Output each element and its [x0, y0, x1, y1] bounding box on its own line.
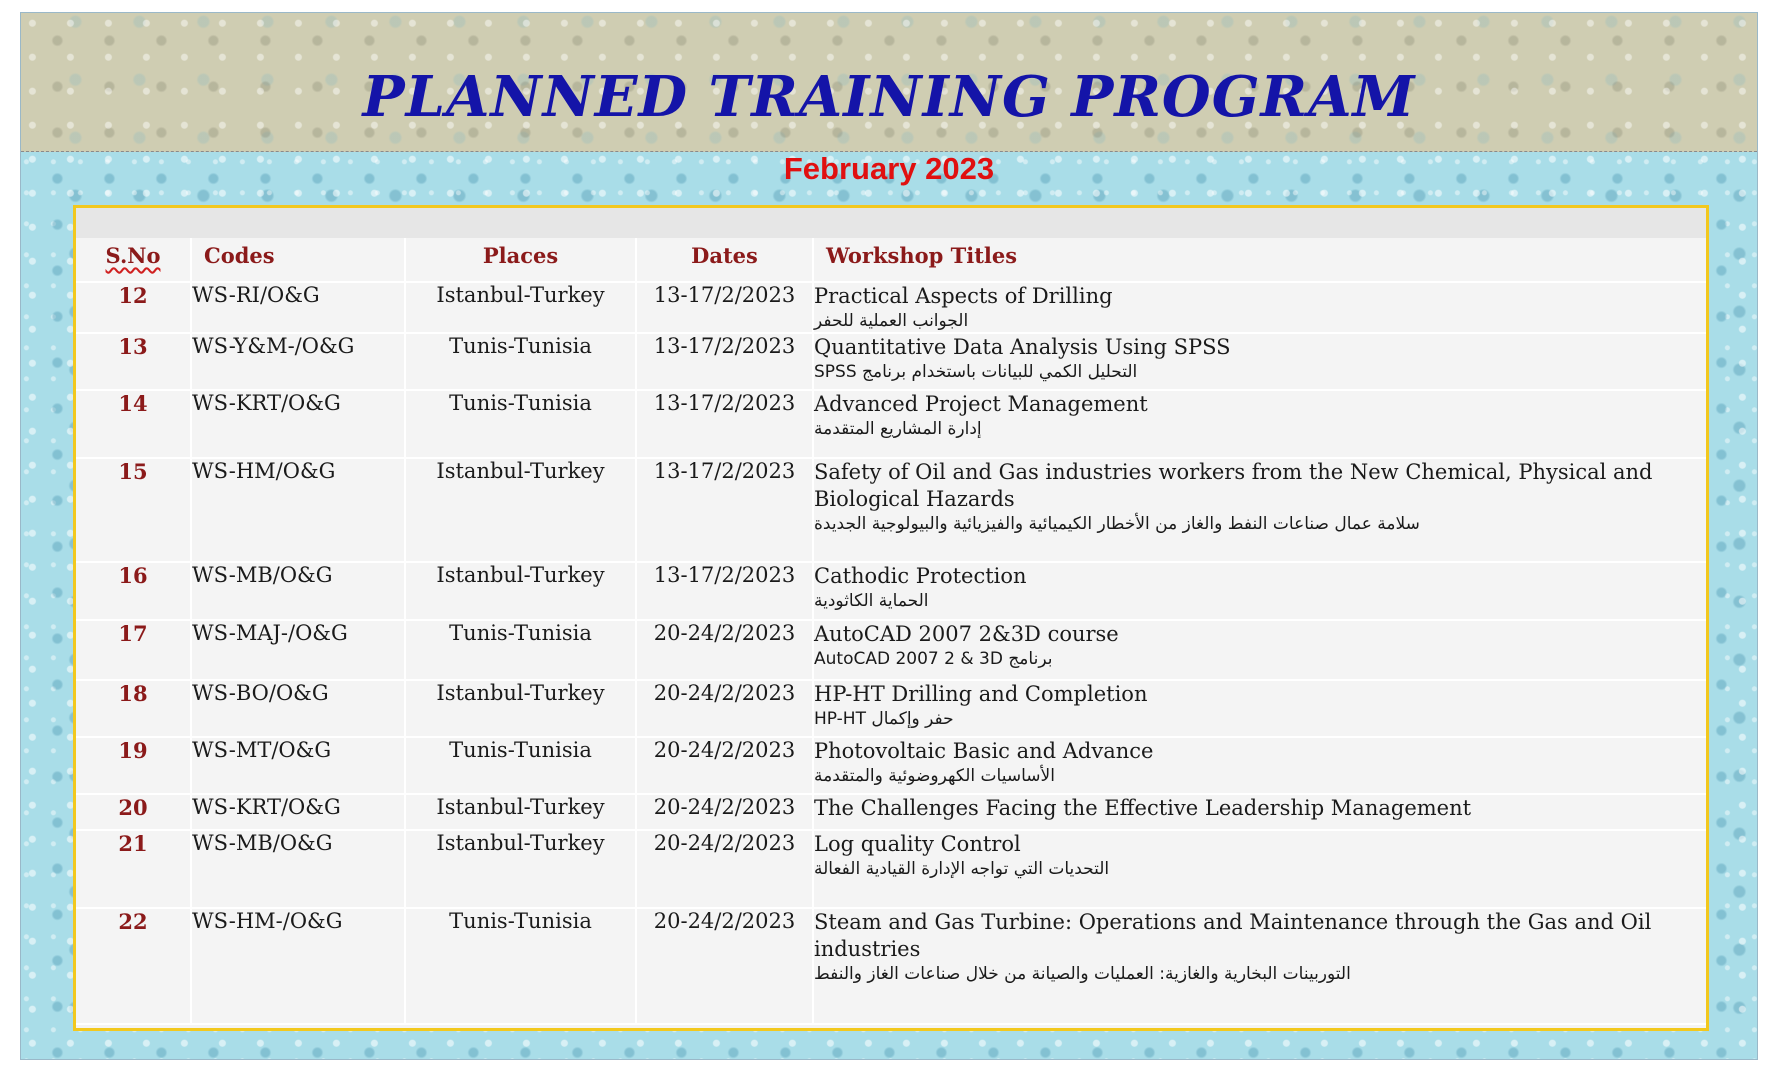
row-title: [813, 830, 1706, 908]
row-date: 20-24/2/2023: [636, 680, 813, 737]
row-date: 20-24/2/2023: [636, 794, 813, 830]
row-title-arabic: التحديات التي تواجه الإدارة القيادية الفعالة: [814, 859, 1110, 879]
table-row: [76, 830, 1706, 908]
column-header-codes: Codes: [191, 238, 405, 282]
row-code: WS-Y&M-/O&G: [191, 333, 405, 390]
row-code: WS-MT/O&G: [191, 737, 405, 794]
schedule-table: [76, 238, 1706, 1025]
row-title-english: Quantitative Data Analysis Using SPSS: [814, 335, 1231, 359]
row-place: Istanbul-Turkey: [405, 282, 636, 333]
table-row: [76, 562, 1706, 620]
table-header-row: [76, 238, 1706, 282]
table-row: [76, 737, 1706, 794]
row-title: [813, 794, 1706, 830]
row-title-english: Photovoltaic Basic and Advance: [814, 739, 1154, 763]
header-band: [21, 13, 1757, 152]
month-title: February 2023: [783, 151, 995, 186]
row-place: Istanbul-Turkey: [405, 562, 636, 620]
row-sno: 13: [76, 333, 191, 390]
row-date: 13-17/2/2023: [636, 390, 813, 458]
row-place: Istanbul-Turkey: [405, 830, 636, 908]
row-sno: 17: [76, 620, 191, 680]
row-title-english: Log quality Control: [814, 832, 1021, 856]
row-title: [813, 458, 1706, 562]
row-title: [813, 562, 1706, 620]
row-title-english: HP-HT Drilling and Completion: [814, 682, 1148, 706]
row-title-english: Practical Aspects of Drilling: [814, 284, 1113, 308]
row-code: WS-KRT/O&G: [191, 794, 405, 830]
row-code: WS-KRT/O&G: [191, 390, 405, 458]
row-sno: 21: [76, 830, 191, 908]
row-title: [813, 333, 1706, 390]
row-title-english: AutoCAD 2007 2&3D course: [814, 622, 1119, 646]
row-code: WS-MAJ-/O&G: [191, 620, 405, 680]
row-title-arabic: إدارة المشاريع المتقدمة: [814, 419, 982, 439]
row-sno: 14: [76, 390, 191, 458]
row-title-arabic: الحماية الكاثودية: [814, 591, 929, 611]
column-header-workshop-titles: Workshop Titles: [813, 238, 1706, 282]
row-code: WS-HM/O&G: [191, 458, 405, 562]
row-title-arabic: الجوانب العملية للحفر: [814, 311, 969, 331]
row-title-arabic: التحليل الكمي للبيانات باستخدام برنامج SPSS: [814, 362, 1138, 382]
row-title: [813, 282, 1706, 333]
row-title: [813, 908, 1706, 1024]
table-row: [76, 458, 1706, 562]
row-title-english: The Challenges Facing the Effective Leadership Management: [814, 796, 1472, 820]
row-title-english: Safety of Oil and Gas industries workers from the New Chemical, Physical and Biological Hazards: [814, 460, 1653, 511]
row-sno: 20: [76, 794, 191, 830]
column-header-sno: [76, 238, 191, 282]
table-row: [76, 282, 1706, 333]
row-title-arabic: حفر وإكمال HP-HT: [814, 709, 954, 729]
row-code: WS-BO/O&G: [191, 680, 405, 737]
row-title-english: Advanced Project Management: [814, 392, 1148, 416]
row-title-arabic: برنامج AutoCAD 2007 2 & 3D: [814, 649, 1053, 669]
row-title-english: Cathodic Protection: [814, 564, 1027, 588]
row-date: 20-24/2/2023: [636, 830, 813, 908]
row-title-arabic: سلامة عمال صناعات النفط والغاز من الأخطار الكيميائية والفيزيائية والبيولوجية الجديدة: [814, 514, 1420, 534]
row-code: WS-RI/O&G: [191, 282, 405, 333]
schedule-table-panel: [73, 205, 1709, 1031]
row-place: Istanbul-Turkey: [405, 458, 636, 562]
table-row: [76, 333, 1706, 390]
row-sno: 22: [76, 908, 191, 1024]
column-header-sno-label: S.No: [105, 243, 161, 268]
row-title: [813, 737, 1706, 794]
row-sno: 18: [76, 680, 191, 737]
table-row: [76, 620, 1706, 680]
row-date: 13-17/2/2023: [636, 333, 813, 390]
row-code: WS-MB/O&G: [191, 830, 405, 908]
row-title-arabic: الأساسيات الكهروضوئية والمتقدمة: [814, 766, 1055, 786]
row-title-arabic: التوربينات البخارية والغازية: العمليات والصيانة من خلال صناعات الغاز والنفط: [814, 964, 1351, 984]
row-place: Tunis-Tunisia: [405, 908, 636, 1024]
column-header-places: Places: [405, 238, 636, 282]
row-sno: 15: [76, 458, 191, 562]
program-title: PLANNED TRAINING PROGRAM: [362, 64, 1416, 130]
row-place: Istanbul-Turkey: [405, 680, 636, 737]
row-date: 20-24/2/2023: [636, 620, 813, 680]
table-row: [76, 908, 1706, 1024]
row-place: Tunis-Tunisia: [405, 737, 636, 794]
row-date: 20-24/2/2023: [636, 737, 813, 794]
row-date: 13-17/2/2023: [636, 562, 813, 620]
row-title-english: Steam and Gas Turbine: Operations and Maintenance through the Gas and Oil industries: [814, 910, 1652, 961]
row-date: 13-17/2/2023: [636, 458, 813, 562]
column-header-dates: Dates: [636, 238, 813, 282]
row-sno: 12: [76, 282, 191, 333]
row-place: Tunis-Tunisia: [405, 390, 636, 458]
row-code: WS-HM-/O&G: [191, 908, 405, 1024]
row-place: Tunis-Tunisia: [405, 620, 636, 680]
row-sno: 19: [76, 737, 191, 794]
page-frame: [20, 12, 1758, 1060]
table-row: [76, 680, 1706, 737]
row-title: [813, 390, 1706, 458]
row-place: Istanbul-Turkey: [405, 794, 636, 830]
row-code: WS-MB/O&G: [191, 562, 405, 620]
row-title: [813, 620, 1706, 680]
row-date: 20-24/2/2023: [636, 908, 813, 1024]
row-place: Tunis-Tunisia: [405, 333, 636, 390]
table-row: [76, 390, 1706, 458]
row-sno: 16: [76, 562, 191, 620]
row-title: [813, 680, 1706, 737]
table-row: [76, 794, 1706, 830]
row-date: 13-17/2/2023: [636, 282, 813, 333]
